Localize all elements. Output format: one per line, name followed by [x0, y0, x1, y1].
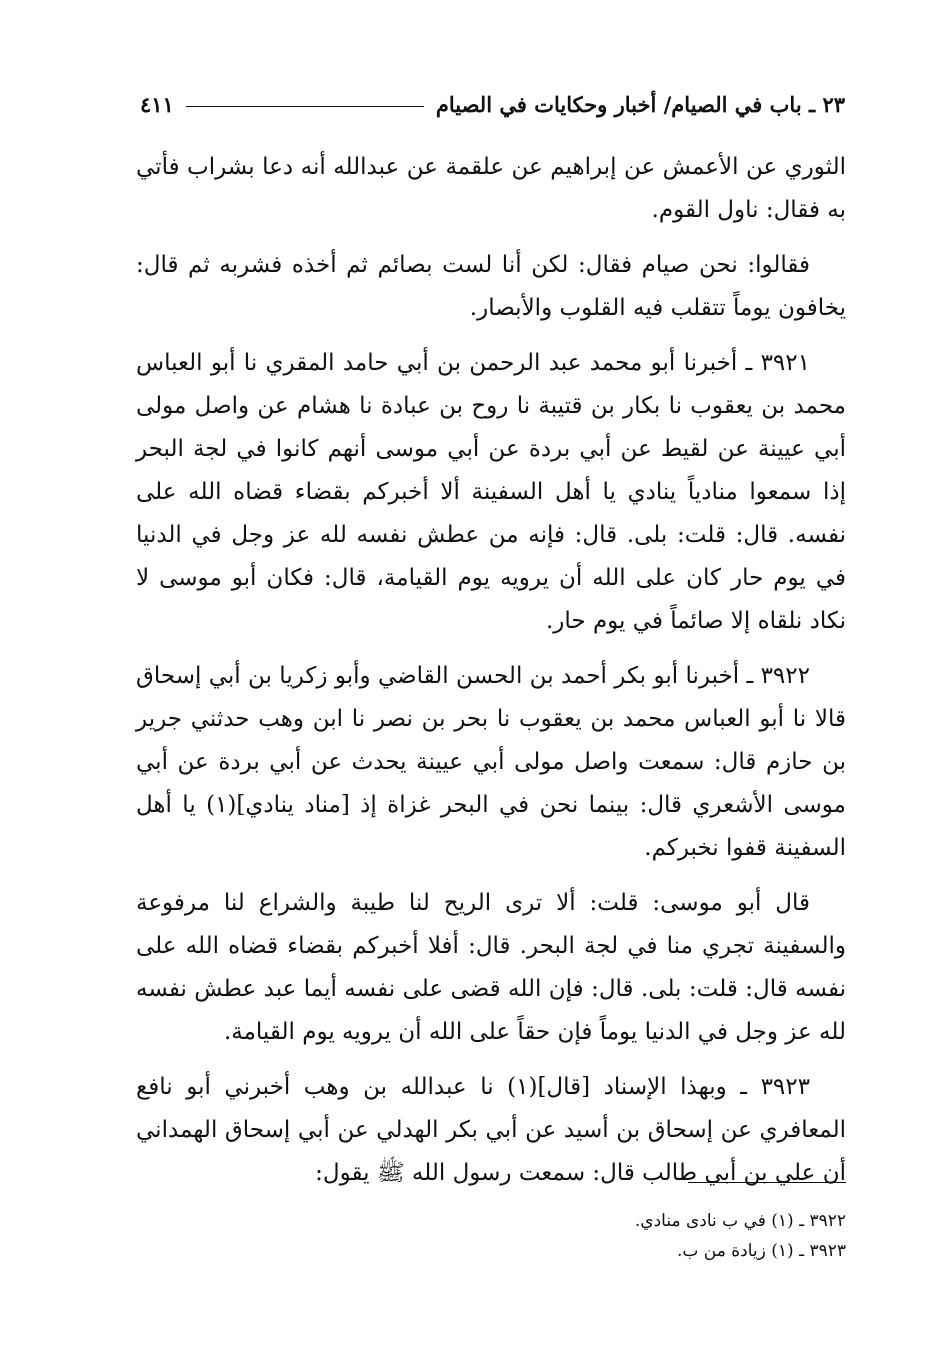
paragraph: فقالوا: نحن صيام فقال: لكن أنا لست بصائم ثم أخذه فشربه ثم قال: يخافون يوماً تتقلب فيه القلوب والأبصار.: [136, 252, 846, 321]
hadith-3923: ٣٩٢٣ ـ وبهذا الإسناد [قال](١) نا عبدالله بن وهب أخبرني أبو نافع المعافري عن إسحاق بن أسيد عن أبي بكر الهدلي عن أبي إسحاق الهمداني أن علي بن أبي طالب قال: سمعت رسول الله ﷺ يقول:: [136, 1074, 846, 1186]
main-text: [136, 146, 846, 1207]
hadith-3922: ٣٩٢٢ ـ أخبرنا أبو بكر أحمد بن الحسن القاضي وأبو زكريا بن أبي إسحاق قالا نا أبو العباس محمد بن يعقوب نا بحر بن نصر نا ابن وهب حدثني جرير بن حازم قال: سمعت واصل مولى أبي عيينة يحدث عن أبي بردة عن أبي موسى الأشعري قال: بينما نحن في البحر غزاة إذ [مناد ينادي](١) يا أهل السفينة قفوا نخبركم.: [136, 663, 846, 861]
running-header: [140, 84, 845, 124]
paragraph: الثوري عن الأعمش عن إبراهيم عن علقمة عن عبدالله أنه دعا بشراب فأتي به فقال: ناول القوم.: [136, 154, 846, 223]
chapter-title: ٢٣ ـ باب في الصيام/ أخبار وحكايات في الصيام: [435, 91, 845, 117]
footnote: ٣٩٢٣ ـ (١) زيادة من ب.: [677, 1241, 846, 1261]
footnote-separator: [688, 1182, 846, 1183]
hadith-3921: ٣٩٢١ ـ أخبرنا أبو محمد عبد الرحمن بن أبي حامد المقري نا أبو العباس محمد بن يعقوب نا بكار بن قتيبة نا روح بن عبادة نا هشام عن واصل مولى أبي عيينة عن لقيط عن أبي بردة عن أبي موسى أنهم كانوا في لجة البحر إذا سمعوا منادياً ينادي يا أهل السفينة ألا أخبركم بقضاء قضاه الله على نفسه. قال: قلت: بلى. قال: فإنه من عطش نفسه لله عز وجل في الدنيا في يوم حار كان على الله أن يرويه يوم القيامة، قال: فكان أبو موسى لا نكاد نلقاه إلا صائماً في يوم حار.: [136, 350, 846, 634]
header-rule: [186, 106, 424, 107]
footnotes: [136, 1206, 846, 1266]
paragraph: قال أبو موسى: قلت: ألا ترى الريح لنا طيبة والشراع لنا مرفوعة والسفينة تجري منا في لجة البحر. قال: أفلا أخبركم بقضاء قضاه الله على نفسه قال: قلت: بلى. قال: فإن الله قضى على نفسه أيما عبد عطش نفسه لله عز وجل في الدنيا يوماً فإن حقاً على الله أن يرويه يوم القيامة.: [136, 890, 846, 1045]
footnote: ٣٩٢٢ ـ (١) في ب نادى منادي.: [634, 1211, 846, 1231]
page-number: ٤١١: [140, 91, 174, 117]
